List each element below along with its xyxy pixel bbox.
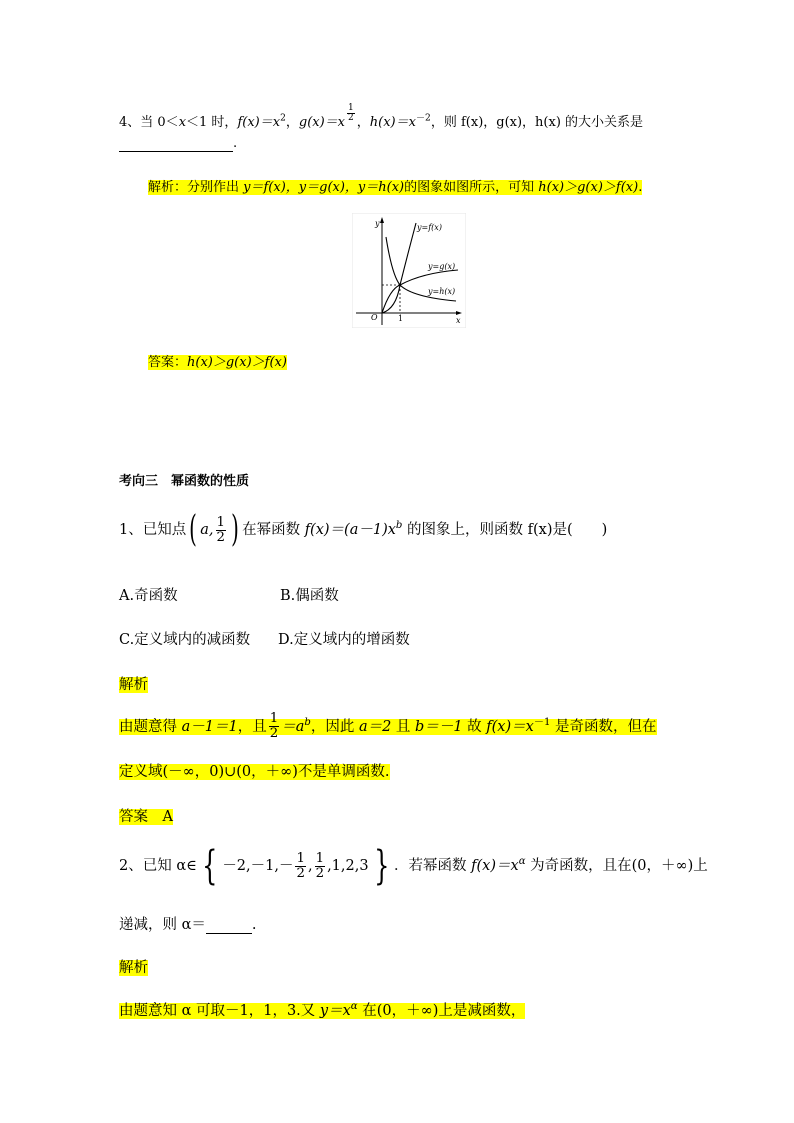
- label-h: y=h(x): [428, 287, 456, 296]
- question-2-line2: 递减，则 α＝ .: [119, 917, 257, 933]
- question-1-text: 1、已知点( a, $\frac{1}{2}$ ) 在幂函数 $f(x)=(a-1)x^b$ 的图象上，则函数 f(x)是( ): [119, 509, 608, 550]
- question-2-analysis-label: 解析: [119, 960, 148, 976]
- question-1-analysis-label: 解析: [119, 677, 148, 693]
- section-title: 考向三 幂函数的性质: [119, 474, 250, 489]
- left-brace: {: [201, 843, 218, 889]
- question-2-solution: 由题意知 α 可取－1，1，3.又 $y=x^\alpha$ 在(0，＋∞)上是减函数，: [119, 1001, 526, 1019]
- answer-blank[interactable]: [119, 136, 233, 152]
- x-axis-label: x: [456, 316, 461, 325]
- option-a: A.奇函数: [119, 588, 178, 604]
- question-4-blank-line: .: [119, 136, 237, 152]
- left-paren: (: [189, 509, 198, 550]
- right-brace: }: [373, 843, 389, 889]
- question-4-text: 4、当 0＜x＜1 时，$f(x)=x^2$，g(x)＝x $\frac{1}{2}$ ，$h(x)=x^{-2}$，则 f(x)，g(x)，h(x) 的大小关系是: [119, 103, 644, 130]
- option-d: D.定义域内的增函数: [278, 632, 410, 648]
- y-axis-label: y: [375, 219, 380, 228]
- label-g: y=g(x): [428, 262, 456, 271]
- tick-one-label: 1: [398, 314, 404, 323]
- answer-blank-alpha[interactable]: [206, 917, 252, 934]
- solution-fraction: $\frac{1}{2}$: [269, 711, 279, 741]
- point-fraction: $\frac{1}{2}$: [216, 514, 226, 545]
- label-f: y=f(x): [417, 223, 442, 232]
- g-exponent-fraction: $\frac{1}{2}$: [348, 103, 354, 124]
- power-function-graph: [352, 213, 466, 328]
- question-1-solution-line1: 由题意得 a－1＝1，且 $\frac{1}{2}$ $=a^b$，因此 a＝2 且 b＝－1 故 $f(x)=x^{-1}$ 是奇函数，但在: [119, 711, 657, 741]
- set-fraction-2: $\frac{1}{2}$: [315, 850, 325, 881]
- question-2-text: 2、已知 α∈ { －2,－1,－ $\frac{1}{2}$ , $\frac{1}{2}$ ,1,2,3 } ．若幂函数 $f(x)=x^\alpha$ 为奇函数，且在(0，＋∞)上: [119, 843, 708, 889]
- origin-label: O: [371, 313, 378, 322]
- question-1-answer: 答案 A: [119, 809, 173, 825]
- question-1-solution-line2: 定义域(－∞，0)∪(0，＋∞)不是单调函数.: [119, 764, 390, 780]
- question-4-answer: 答案：h(x)＞g(x)＞f(x): [148, 355, 287, 370]
- set-fraction-1: $\frac{1}{2}$: [296, 850, 305, 881]
- option-b: B.偶函数: [280, 588, 339, 604]
- question-4-solution: 解析：分别作出 y＝f(x)，y＝g(x)，y＝h(x)的图象如图所示，可知 h(x)＞g(x)＞f(x).: [148, 180, 643, 195]
- option-c: C.定义域内的减函数: [119, 632, 251, 648]
- right-paren: ): [231, 509, 239, 550]
